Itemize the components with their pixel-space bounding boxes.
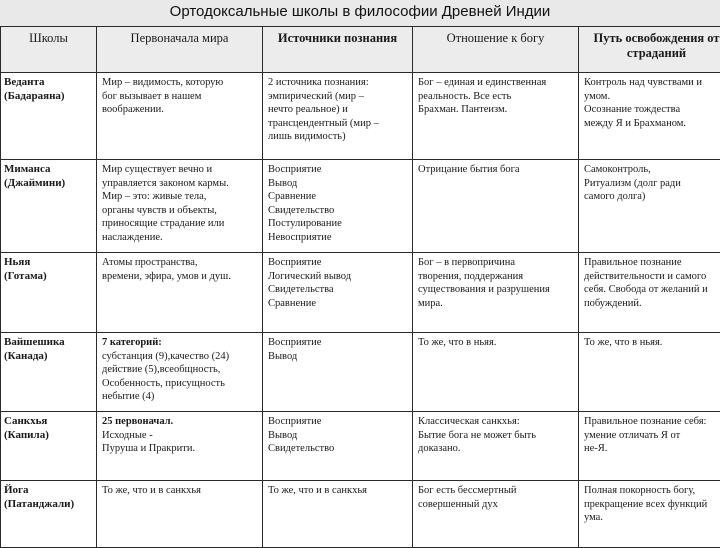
cell-line: Исходные - [102, 429, 257, 443]
god-cell [413, 412, 579, 481]
cell-line: То же, что и в санкхья [268, 484, 407, 498]
cell-line: Бог – единая и единственная [418, 76, 573, 90]
cell-line: существования и разрушения [418, 283, 573, 297]
cell-line: (Канада) [4, 350, 91, 364]
sources-cell [263, 160, 413, 253]
cell-line: себя. Свобода от желаний и [584, 283, 720, 297]
origins-cell [97, 160, 263, 253]
school-cell [1, 160, 97, 253]
cell-line: Логический вывод [268, 270, 407, 284]
origins-cell [97, 253, 263, 333]
cell-line: Свидетельство [268, 442, 407, 456]
god-cell [413, 481, 579, 548]
cell-line: Брахман. Пантеизм. [418, 103, 573, 117]
cell-line: эмпирический (мир – [268, 90, 407, 104]
cell-line: Правильное познание [584, 256, 720, 270]
cell-line: Пуруша и Пракрити. [102, 442, 257, 456]
cell-line: не-Я. [584, 442, 720, 456]
cell-line: Свидетельства [268, 283, 407, 297]
cell-line: мира. [418, 297, 573, 311]
cell-line: Отрицание бытия бога [418, 163, 573, 177]
school-cell [1, 412, 97, 481]
cell-line: (Капила) [4, 429, 91, 443]
cell-line: действие (5),всеобщность, [102, 363, 257, 377]
cell-line: Классическая санкхья: [418, 415, 573, 429]
cell-line: Восприятие [268, 415, 407, 429]
cell-line: Ньяя [4, 256, 91, 270]
cell-line: небытие (4) [102, 390, 257, 404]
cell-line: умение отличать Я от [584, 429, 720, 443]
cell-line: побуждений. [584, 297, 720, 311]
page-title: Ортодоксальные школы в философии Древней Индии [0, 3, 720, 20]
cell-line: Восприятие [268, 336, 407, 350]
cell-line: 2 источника познания: [268, 76, 407, 90]
header-row [1, 27, 720, 73]
cell-line: (Готама) [4, 270, 91, 284]
sources-cell [263, 481, 413, 548]
cell-line: Сравнение [268, 297, 407, 311]
table-row [1, 253, 720, 333]
header-liberation: Путь освобождения от страданий [579, 27, 720, 73]
liberation-cell [579, 481, 720, 548]
liberation-cell [579, 160, 720, 253]
cell-line: действительности и самого [584, 270, 720, 284]
cell-line: Полная покорность богу, [584, 484, 720, 498]
liberation-cell [579, 412, 720, 481]
header-schools: Школы [1, 27, 97, 73]
table-row [1, 481, 720, 548]
liberation-cell [579, 253, 720, 333]
school-cell [1, 253, 97, 333]
cell-line: прекращение всех функций [584, 498, 720, 512]
cell-line: То же, что в ньяя. [584, 336, 720, 350]
cell-line: Вайшешика [4, 336, 91, 350]
cell-line: лишь видимость) [268, 130, 407, 144]
origins-cell [97, 73, 263, 160]
table-row [1, 412, 720, 481]
schools-table [0, 26, 720, 548]
cell-line: Мир – это: живые тела, [102, 190, 257, 204]
cell-line: Свидетельство [268, 204, 407, 218]
cell-line: приносящие страдание или [102, 217, 257, 231]
table-row [1, 73, 720, 160]
cell-line: Постулирование [268, 217, 407, 231]
cell-line: Бытие бога не может быть [418, 429, 573, 443]
cell-line: Бог есть бессмертный [418, 484, 573, 498]
cell-line: Вывод [268, 177, 407, 191]
cell-line: Восприятие [268, 163, 407, 177]
cell-line: То же, что в ньяя. [418, 336, 573, 350]
sources-cell [263, 333, 413, 412]
cell-line: умом. [584, 90, 720, 104]
school-cell [1, 481, 97, 548]
cell-line: управляется законом кармы. [102, 177, 257, 191]
cell-line: доказано. [418, 442, 573, 456]
god-cell [413, 160, 579, 253]
cell-line: Осознание тождества [584, 103, 720, 117]
cell-line: Мир существует вечно и [102, 163, 257, 177]
cell-line: Сравнение [268, 190, 407, 204]
cell-line: Правильное познание себя: [584, 415, 720, 429]
table-row [1, 333, 720, 412]
school-cell [1, 333, 97, 412]
cell-line: субстанция (9),качество (24) [102, 350, 257, 364]
cell-line: реальность. Все есть [418, 90, 573, 104]
cell-line: Веданта [4, 76, 91, 90]
sources-cell [263, 412, 413, 481]
cell-line: воображении. [102, 103, 257, 117]
cell-line: Вывод [268, 429, 407, 443]
cell-line: наслаждение. [102, 231, 257, 245]
origins-cell [97, 412, 263, 481]
cell-line: времени, эфира, умов и душ. [102, 270, 257, 284]
table-row [1, 160, 720, 253]
header-origins: Первоначала мира [97, 27, 263, 73]
cell-line: самого долга) [584, 190, 720, 204]
origins-cell [97, 333, 263, 412]
cell-line: Контроль над чувствами и [584, 76, 720, 90]
header-god: Отношение к богу [413, 27, 579, 73]
school-cell [1, 73, 97, 160]
liberation-cell [579, 73, 720, 160]
god-cell [413, 253, 579, 333]
cell-line: То же, что и в санкхья [102, 484, 257, 498]
cell-line: трансцендентный (мир – [268, 117, 407, 131]
cell-line: бог вызывает в нашем [102, 90, 257, 104]
cell-line: нечто реальное) и [268, 103, 407, 117]
cell-line: ума. [584, 511, 720, 525]
cell-line: совершенный дух [418, 498, 573, 512]
cell-line: Санкхья [4, 415, 91, 429]
cell-line: Ритуализм (долг ради [584, 177, 720, 191]
cell-line: (Патанджали) [4, 498, 91, 512]
god-cell [413, 333, 579, 412]
cell-line: Самоконтроль, [584, 163, 720, 177]
cell-line: Бог – в первопричина [418, 256, 573, 270]
cell-line: Атомы пространства, [102, 256, 257, 270]
cell-line: (Джаймини) [4, 177, 91, 191]
cell-heading: 25 первоначал. [102, 415, 257, 429]
liberation-cell [579, 333, 720, 412]
cell-line: Миманса [4, 163, 91, 177]
cell-line: творения, поддержания [418, 270, 573, 284]
cell-line: Невосприятие [268, 231, 407, 245]
cell-line: Вывод [268, 350, 407, 364]
origins-cell [97, 481, 263, 548]
sources-cell [263, 73, 413, 160]
cell-line: Йога [4, 484, 91, 498]
cell-line: Восприятие [268, 256, 407, 270]
cell-heading: 7 категорий: [102, 336, 257, 350]
cell-line: органы чувств и объекты, [102, 204, 257, 218]
cell-line: между Я и Брахманом. [584, 117, 720, 131]
header-sources: Источники познания [263, 27, 413, 73]
sources-cell [263, 253, 413, 333]
cell-line: Мир – видимость, которую [102, 76, 257, 90]
god-cell [413, 73, 579, 160]
cell-line: (Бадараяна) [4, 90, 91, 104]
cell-line: Особенность, присущность [102, 377, 257, 391]
